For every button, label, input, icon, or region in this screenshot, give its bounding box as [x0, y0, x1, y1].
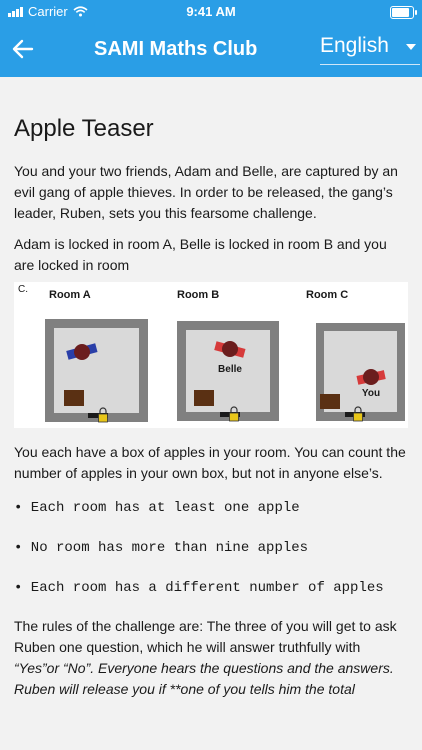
chevron-down-icon — [406, 44, 416, 50]
battery-fill — [392, 8, 409, 17]
page-title: Apple Teaser — [14, 115, 154, 142]
arrow-left-icon[interactable] — [10, 36, 36, 62]
status-bar — [0, 0, 422, 24]
room-c — [316, 323, 405, 421]
room-c-label: Room C — [306, 289, 349, 301]
rooms-figure — [14, 282, 408, 428]
challenge-text: The rules of the challenge are: The three of you will get to ask Ruben one question, which he will answer truthfully with — [14, 618, 397, 655]
rooms-paragraph: Adam is locked in room A, Belle is locked in room B and you are locked in room — [14, 236, 387, 273]
app-title: SAMI Maths Club — [94, 38, 258, 60]
rule-bullet: • No room has more than nine apples — [14, 540, 309, 556]
rule-bullet: • Each room has a different number of apples — [14, 580, 384, 596]
room-a-apple-box — [64, 390, 84, 406]
belle-label: Belle — [218, 364, 242, 375]
room-c-apple-box — [320, 394, 340, 409]
language-select[interactable] — [320, 32, 420, 65]
room-b-apple-box — [194, 390, 214, 406]
clock: 9:41 AM — [186, 4, 236, 19]
rooms-illustration — [14, 282, 408, 428]
room-b-label: Room B — [177, 289, 220, 301]
language-value: English — [320, 34, 389, 57]
room-a — [45, 319, 148, 422]
article — [14, 77, 408, 700]
rule-bullet: • Each room has at least one apple — [14, 500, 300, 516]
room-a-label: Room A — [49, 289, 91, 301]
challenge-italic-text: “Yes”or “No”. Everyone hears the questions and the answers. Ruben will release you if **one of you tells him the total — [14, 660, 394, 697]
challenge-paragraph — [14, 616, 408, 700]
apples-paragraph: You each have a box of apples in your room. You can count the number of apples in your own box, but not in anyone else’s. — [14, 444, 406, 481]
room-b — [177, 321, 279, 421]
app-bar — [0, 24, 422, 77]
figure-caption-fragment: C. — [18, 284, 28, 295]
you-label: You — [361, 388, 381, 399]
intro-paragraph: You and your two friends, Adam and Belle, are captured by an evil gang of apple thieves. In order to be released, the gang’s leader, Ruben, sets you this fearsome challenge. — [14, 163, 398, 221]
battery-icon — [390, 6, 414, 19]
carrier-label: Carrier — [28, 4, 68, 19]
